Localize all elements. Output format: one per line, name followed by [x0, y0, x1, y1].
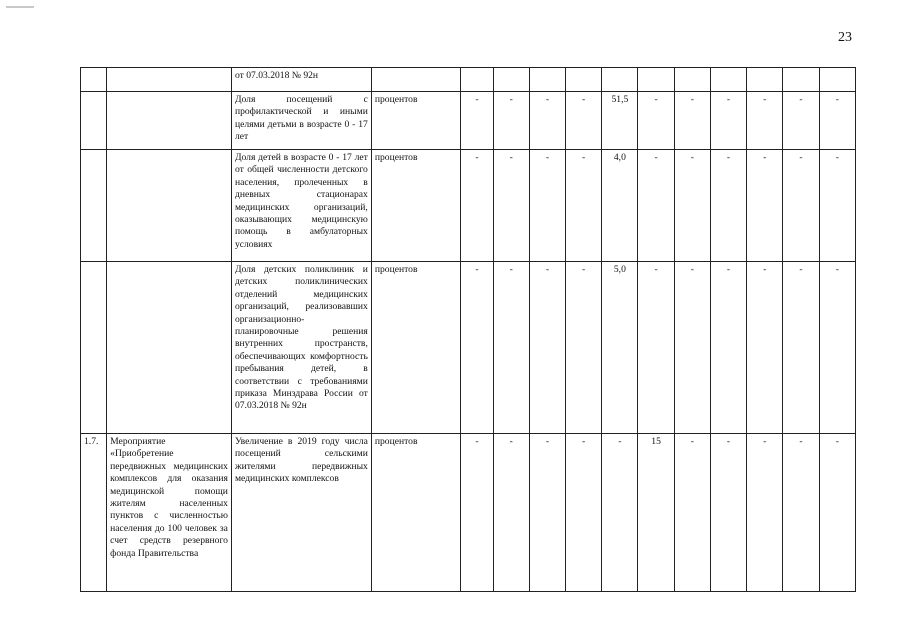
value-cell: [674, 68, 710, 92]
value-cell: -: [566, 262, 602, 434]
value-cell: -: [783, 262, 819, 434]
value-cell: -: [493, 92, 529, 150]
event-cell: [107, 68, 232, 92]
value-cell: -: [638, 262, 674, 434]
page-number: 23: [838, 30, 852, 45]
value-cell: -: [493, 434, 529, 592]
row-number-cell: 1.7.: [81, 434, 107, 592]
value-cell: -: [783, 434, 819, 592]
table-row: [81, 150, 856, 262]
table-row: [81, 68, 856, 92]
value-cell: [461, 68, 493, 92]
value-cell: -: [819, 434, 855, 592]
value-cell: -: [529, 434, 565, 592]
value-cell: -: [747, 150, 783, 262]
value-cell: -: [674, 262, 710, 434]
value-cell: [819, 68, 855, 92]
value-cell: -: [783, 92, 819, 150]
event-cell: [107, 150, 232, 262]
indicator-cell: Доля детей в возрасте 0 - 17 лет от общей численности детского населения, пролеченных в дневных стационарах медицинских организаций, оказывающих медицинскую помощь в амбулаторных условиях: [231, 150, 371, 262]
value-cell: 51,5: [602, 92, 638, 150]
indicator-cell: Доля детских поликлиник и детских поликлинических отделений медицинских организаций, реализовавших организационно-планировочные решения внутренних пространств, обеспечивающих комфортность пребывания детей, в соответствии с требованиями приказа Минздрава России от 07.03.2018 № 92н: [231, 262, 371, 434]
value-cell: 15: [638, 434, 674, 592]
unit-cell: процентов: [371, 92, 461, 150]
value-cell: -: [493, 150, 529, 262]
event-cell: [107, 262, 232, 434]
value-cell: -: [819, 150, 855, 262]
value-cell: -: [747, 434, 783, 592]
value-cell: -: [674, 150, 710, 262]
value-cell: -: [566, 150, 602, 262]
value-cell: -: [710, 92, 746, 150]
value-cell: -: [566, 92, 602, 150]
value-cell: -: [710, 150, 746, 262]
indicator-cell: Увеличение в 2019 году числа посещений сельскими жителями передвижных медицинских комплексов: [231, 434, 371, 592]
row-number-cell: [81, 262, 107, 434]
value-cell: [566, 68, 602, 92]
row-number-cell: [81, 68, 107, 92]
value-cell: [710, 68, 746, 92]
value-cell: -: [747, 92, 783, 150]
value-cell: -: [674, 434, 710, 592]
value-cell: [493, 68, 529, 92]
value-cell: -: [710, 434, 746, 592]
value-cell: -: [783, 150, 819, 262]
indicator-table: [80, 67, 856, 592]
value-cell: -: [461, 150, 493, 262]
table-row: [81, 262, 856, 434]
value-cell: -: [747, 262, 783, 434]
value-cell: -: [602, 434, 638, 592]
value-cell: [747, 68, 783, 92]
value-cell: -: [710, 262, 746, 434]
row-number-cell: [81, 150, 107, 262]
unit-cell: процентов: [371, 262, 461, 434]
value-cell: -: [674, 92, 710, 150]
value-cell: 4,0: [602, 150, 638, 262]
value-cell: -: [529, 262, 565, 434]
value-cell: [783, 68, 819, 92]
table-row: [81, 92, 856, 150]
value-cell: -: [461, 434, 493, 592]
value-cell: -: [819, 262, 855, 434]
value-cell: -: [638, 92, 674, 150]
value-cell: -: [566, 434, 602, 592]
value-cell: -: [461, 92, 493, 150]
event-cell: [107, 92, 232, 150]
value-cell: -: [461, 262, 493, 434]
unit-cell: процентов: [371, 150, 461, 262]
value-cell: -: [529, 150, 565, 262]
value-cell: -: [638, 150, 674, 262]
unit-cell: процентов: [371, 434, 461, 592]
value-cell: -: [493, 262, 529, 434]
value-cell: [602, 68, 638, 92]
value-cell: 5,0: [602, 262, 638, 434]
table-row: [81, 434, 856, 592]
value-cell: -: [819, 92, 855, 150]
value-cell: [638, 68, 674, 92]
indicator-cell: от 07.03.2018 № 92н: [231, 68, 371, 92]
scan-mark: [6, 6, 34, 8]
value-cell: [529, 68, 565, 92]
indicator-cell: Доля посещений с профилактической и иными целями детьми в возрасте 0 - 17 лет: [231, 92, 371, 150]
unit-cell: [371, 68, 461, 92]
row-number-cell: [81, 92, 107, 150]
value-cell: -: [529, 92, 565, 150]
event-cell: Мероприятие «Приобретение передвижных медицинских комплексов для оказания медицинской помощи жителям населенных пунктов с численностью населения до 100 человек за счет средств резервного фонда Правительства: [107, 434, 232, 592]
